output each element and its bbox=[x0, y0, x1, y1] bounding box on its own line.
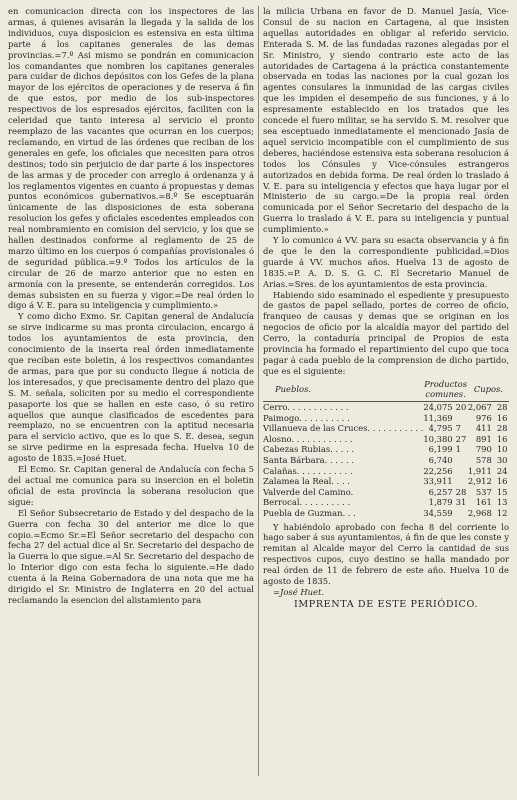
left-column bbox=[8, 6, 254, 796]
table-row bbox=[263, 497, 509, 508]
town-cell: Berrocal. . . . . . . . . . bbox=[263, 497, 351, 508]
productos-cell: 6,257 bbox=[428, 486, 453, 497]
productos-fraction-cell: 28 bbox=[455, 486, 467, 497]
paragraph: Habiendo sido esaminado el espediente y presupuesto de gastos de papel sellado, portes de correo de oficio, franqueo de causas y demas que se originan en los negocios de oficio por la alcaldía mayor del partido del Cerro, la contaduría principal de Propios de esta provincia ha formado el repartimiento del cupo que toca pagar á cada pueblo de la comprension de dicho partido, que es el siguiente: bbox=[263, 289, 509, 376]
town-cell: Cerro. . . . . . . . . . . . bbox=[263, 402, 349, 412]
header-cupos: Cupos. bbox=[468, 379, 509, 402]
town-cell: Paimogo. . . . . . . . . . bbox=[263, 412, 350, 423]
signature: =José Huet. bbox=[273, 586, 325, 597]
productos-cell: 6,740 bbox=[428, 454, 453, 465]
cupo-cell: 976 bbox=[475, 412, 492, 423]
table-row bbox=[263, 508, 509, 519]
cupo-fraction-cell: 13 bbox=[496, 497, 508, 508]
table-row bbox=[263, 487, 509, 498]
productos-cell: 10,380 bbox=[423, 433, 453, 444]
header-productos: Productos comunes. bbox=[423, 379, 468, 402]
column-divider bbox=[258, 6, 259, 776]
paragraph: El Ecmo. Sr. Capitan general de Andalucía con fecha 5 del actual me comunica para su insercion en el boletin oficial de esta provincia la soberana resolucion que sigue: bbox=[8, 464, 254, 507]
productos-cell: 6,199 bbox=[428, 444, 453, 455]
cupo-cell: 578 bbox=[475, 454, 492, 465]
imprint-line: IMPRENTA DE ESTE PERIÓDICO. bbox=[293, 598, 479, 610]
cupo-fraction-cell: 28 bbox=[496, 402, 508, 412]
table-row bbox=[263, 423, 509, 434]
productos-cell: 22,256 bbox=[423, 465, 453, 476]
cupo-fraction-cell: 28 bbox=[496, 423, 508, 434]
productos-fraction-cell: 7 bbox=[455, 423, 461, 434]
table-row bbox=[263, 434, 509, 445]
table-row bbox=[263, 402, 509, 413]
productos-cell: 24,075 bbox=[423, 402, 453, 412]
town-cell: Calañas. . . . . . . . . . . bbox=[263, 465, 353, 476]
cupo-fraction-cell: 10 bbox=[496, 444, 508, 455]
town-cell: Alosno. . . . . . . . . . . . bbox=[263, 433, 353, 444]
productos-fraction-cell: 31 bbox=[455, 497, 467, 508]
town-cell: Puebla de Guzman. . . bbox=[263, 507, 356, 518]
productos-fraction-cell bbox=[453, 476, 468, 487]
cupo-fraction-cell: 30 bbox=[496, 454, 508, 465]
table-row bbox=[263, 413, 509, 424]
cupo-fraction-cell: 16 bbox=[496, 433, 508, 444]
town-cell: Valverde del Camino. bbox=[263, 486, 354, 497]
town-cell: Santa Bárbara. . . . . . bbox=[263, 454, 354, 465]
productos-fraction-cell: 27 bbox=[455, 433, 467, 444]
table-row bbox=[263, 476, 509, 487]
productos-cell: 34,559 bbox=[423, 507, 453, 518]
cupo-cell: 2,067 bbox=[467, 402, 492, 412]
table-row bbox=[263, 444, 509, 455]
productos-fraction-cell bbox=[453, 508, 468, 519]
town-cell: Villanueva de las Cruces. . . . . . . . . . . bbox=[263, 423, 424, 434]
cupo-cell: 790 bbox=[475, 444, 492, 455]
cupo-fraction-cell: 16 bbox=[496, 476, 508, 487]
town-cell: Zalamea la Real. . . . bbox=[263, 476, 350, 487]
paragraph: Y lo comunico á VV. para su esacta observancia y á fin de que le den la correspondiente publicidad.=Dios guarde á VV. muchos años. Huelva 13 de agosto de 1835.=P. A. D. S. G. C. El Secretario Manuel de Arias.=Sres. de los ayuntamientos de esta provincia. bbox=[263, 235, 509, 289]
cupo-fraction-cell: 24 bbox=[496, 465, 508, 476]
cupo-cell: 891 bbox=[475, 433, 492, 444]
cupo-cell: 2,912 bbox=[467, 476, 492, 487]
cupo-cell: 1,911 bbox=[467, 465, 492, 476]
productos-fraction-cell: 1 bbox=[455, 444, 461, 455]
table-row bbox=[263, 466, 509, 477]
cupo-fraction-cell: 16 bbox=[496, 412, 508, 423]
table-header-row bbox=[263, 379, 509, 402]
paragraph: El Señor Subsecretario de Estado y del despacho de la Guerra con fecha 30 del anterior me dice lo que copio.=Ecmo Sr.=El Señor secretario del despacho con fecha 27 del actual dice al Sr. Secretario del despacho de la Guerra lo que sigue.=Al Sr. Secretario del despacho de lo Interior digo con esta fecha lo siguiente.=He dado cuenta á la Reina Gobernadora de una nota que me ha dirigido el Sr. Ministro de Inglaterra en 20 del actual reclamando la esencion del alistamiento para bbox=[8, 507, 254, 605]
cupo-cell: 411 bbox=[475, 423, 492, 434]
productos-cell: 33,911 bbox=[423, 476, 453, 487]
cupo-fraction-cell: 15 bbox=[496, 486, 508, 497]
town-cell: Cabezas Rubias. . . . . bbox=[263, 444, 355, 455]
productos-fraction-cell bbox=[453, 413, 468, 424]
cupo-cell: 2,968 bbox=[467, 507, 492, 518]
paragraph: en comunicacion directa con los inspectores de las armas, á quienes avisarán la llegada y la salida de los individuos, cuya disposicion es estensiva en esta última parte á los capitanes generales de las demas provincias.=7.º Asi mismo se pondrán en comunicacion los comandantes que nombren los capitanes generales para cuidar de dichos depósitos con los Gefes de la plana mayor de los ejércitos de operaciones y de reserva á fin de que estos, por medio de los sub-inspectores respectivos de los espresados ejércitos, faciliten con la celeridad que tanto interesa al servicio el pronto reemplazo de las vacantes que ocurran en los cuerpos; reclamando, en virtud de las órdenes que reciban de los generales en gefe, los oficiales que necesiten para otros destinos; todo sin perjuicio de dar parte á los inspectores de las armas y de proceder con arreglo á ordenanza y á los reglamentos vigentes en cuanto á propuestas y demas puntos económicos gubernativos.=8.º Se esceptuarán únicamente de las disposiciones de esta soberana resolucion los gefes y oficiales escedentes empleados con real nombramiento en comision del servicio, y los que se hallen destinados conforme al reglamento de 25 de marzo último en los cuerpos ó compañías provisionales ó de seguridad pública.=9.º Todos los artículos de la circular de 26 de marzo anterior que no esten en armonía con la presente, se entenderán corregidos. Los demas subsisten en su fuerza y vigor.=De real órden lo digo á V. E. para su inteligencia y cumplimiento.» bbox=[8, 6, 254, 311]
cupo-fraction-cell: 12 bbox=[496, 507, 508, 518]
cupo-table bbox=[263, 379, 509, 519]
productos-cell: 1,879 bbox=[428, 497, 453, 508]
paragraph: Y como dicho Exmo. Sr. Capitan general de Andalucía se sirve indicarme su mas pronta circulacion, encargo á todos los ayuntamientos de esta provincia, den conocimiento de la inserta real órden inmediatamente que reciban este boletin, á los respectivos comandantes de armas, para que por su conducto llegue á noticia de los interesados, y que precisamente dentro del plazo que S. M. señala, soliciten por su medio el correspondiente pasaporte los que se hallen en este caso, ó su retiro aquellos que aunque clasificados de escedentes para reemplazo, no se encuentren con la aptitud necesaria para el servicio activo, que es lo que S. E. desea, segun se sirve pedirme en la espresada fecha. Huelva 10 de agosto de 1835.=José Huet. bbox=[8, 311, 254, 464]
productos-cell: 11,369 bbox=[423, 412, 453, 423]
productos-fraction-cell bbox=[453, 466, 468, 477]
productos-fraction-cell: 20 bbox=[455, 402, 467, 412]
productos-fraction-cell bbox=[453, 455, 468, 466]
table-body bbox=[263, 402, 509, 519]
right-column bbox=[263, 6, 509, 796]
cupo-cell: 161 bbox=[475, 497, 492, 508]
paragraph: Y habiéndolo aprobado con fecha 8 del corriente lo hago saber á sus ayuntamientos, á fin de que les conste y remitan al Alcalde mayor del Cerro la cantidad de sus respectivos cupos, cuyo destino se halla mandado por real órden de 11 de febrero de este año. Huelva 10 de agosto de 1835. bbox=[263, 521, 509, 587]
table-row bbox=[263, 455, 509, 466]
cupo-cell: 537 bbox=[475, 486, 492, 497]
header-pueblos: Pueblos. bbox=[263, 379, 423, 402]
paragraph: la milicia Urbana en favor de D. Manuel Jasía, Vice-Consul de su nacion en Cartagena, al que insisten aquellas autoridades en obligar al referido servicio. Enterada S. M. de las fundadas razones alegadas por el Sr. Ministro, y siendo contrario este acto de las autoridades de Cartagena á la práctica constantemente observada en todas las naciones por la cual gozan los agentes consulares la inmunidad de las cargas civiles que les impiden el desempeño de sus funciones, y á lo espresamente establecido en los tratados que les concede el fuero militar, se ha servido S. M. resolver que sea esceptuado inmediatamente el mencionado Jasía de aquel servicio incompatible con el cumplimiento de sus deberes, haciéndose estensiva esta soberana resolucion á todos los Cónsules y Vice-cónsules estrangeros autorizados en debida forma. De real órden lo traslado á V. E. para su inteligencia y efectos que haya lugar por el Ministerio de su cargo.=De la propia real órden comunicada por el Señor Secretario del despacho de la Guerra lo traslado á V. E. para su inteligencia y puntual cumplimiento.» bbox=[263, 6, 509, 235]
productos-cell: 4,795 bbox=[428, 423, 453, 434]
